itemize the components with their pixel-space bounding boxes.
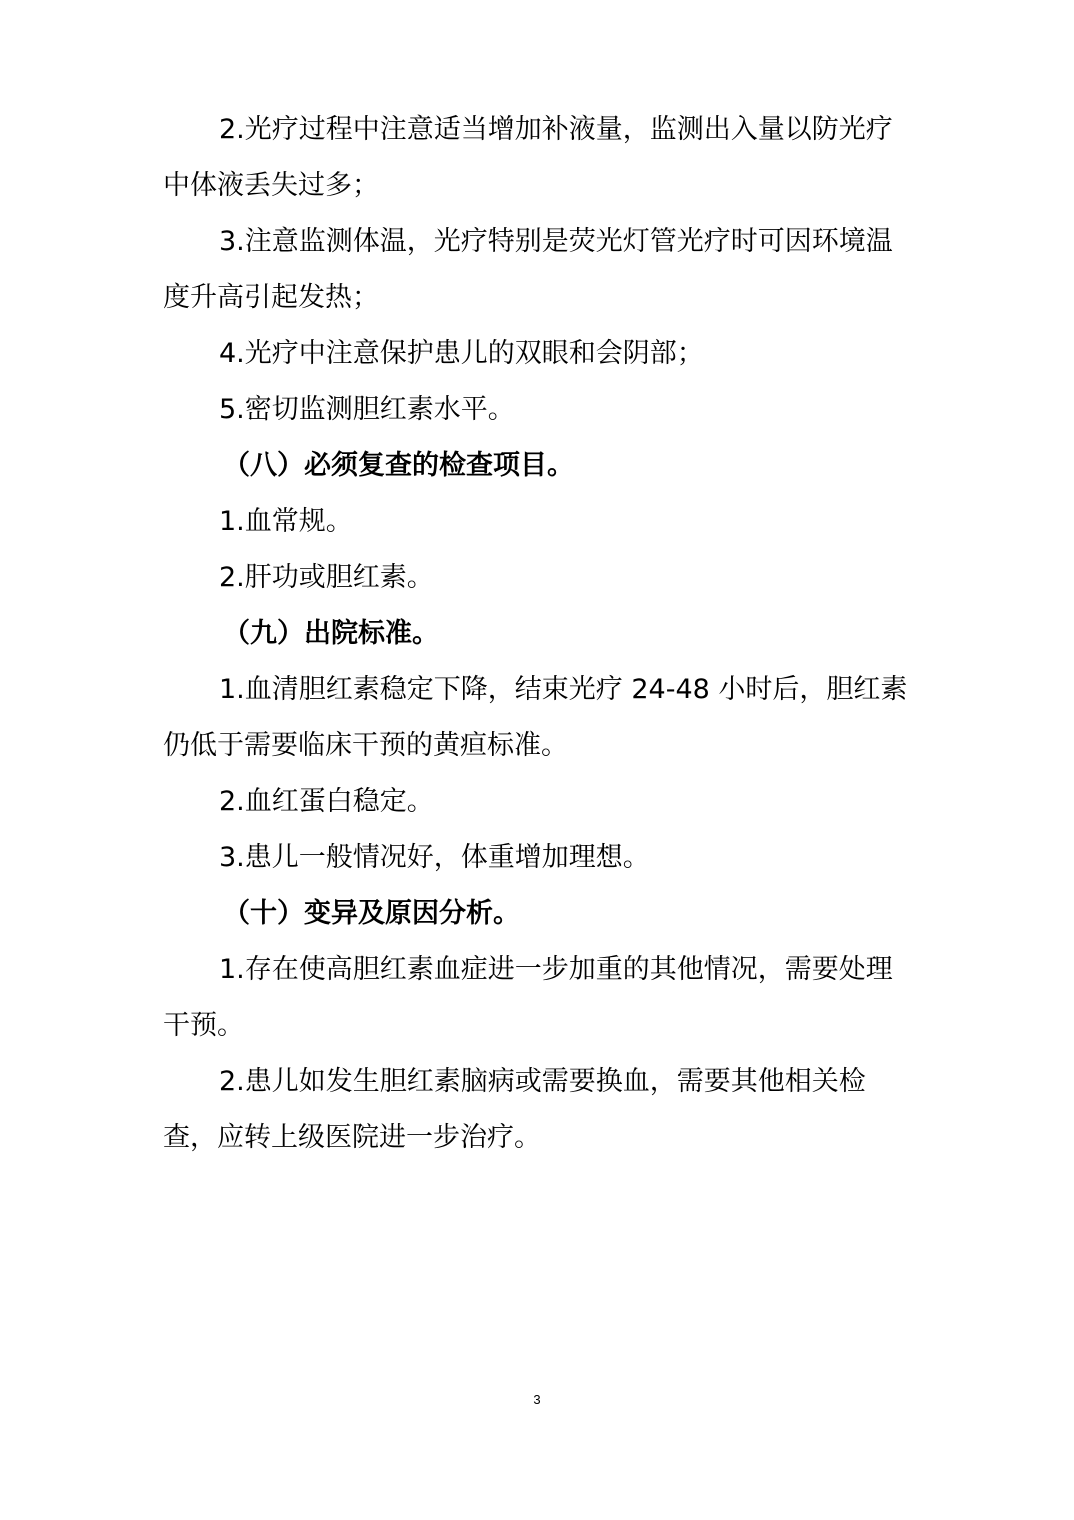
list-item: 3.患儿一般情况好，体重增加理想。 [219, 842, 650, 873]
list-item: 3.注意监测体温，光疗特别是荧光灯管光疗时可因环境温度升高引起发热； [163, 226, 893, 313]
list-item: 5.密切监测胆红素水平。 [219, 394, 515, 425]
section-heading: （八）必须复查的检查项目。 [223, 450, 574, 481]
list-item: 1.血清胆红素稳定下降，结束光疗 24-48 小时后，胆红素仍低于需要临床干预的黄疸标准。 [163, 674, 908, 761]
section-heading: （九）出院标准。 [223, 618, 439, 649]
list-item: 2.肝功或胆红素。 [219, 562, 434, 593]
list-item: 2.光疗过程中注意适当增加补液量，监测出入量以防光疗中体液丢失过多； [163, 114, 893, 201]
list-item: 2.血红蛋白稳定。 [219, 786, 434, 817]
document-body [163, 102, 913, 1166]
list-item: 2.患儿如发生胆红素脑病或需要换血，需要其他相关检查，应转上级医院进一步治疗。 [163, 1066, 866, 1153]
list-item: 4.光疗中注意保护患儿的双眼和会阴部； [219, 338, 704, 369]
page-number: 3 [533, 1392, 541, 1407]
list-item: 1.存在使高胆红素血症进一步加重的其他情况，需要处理干预。 [163, 954, 893, 1041]
section-heading: （十）变异及原因分析。 [223, 898, 520, 929]
list-item: 1.血常规。 [219, 506, 353, 537]
